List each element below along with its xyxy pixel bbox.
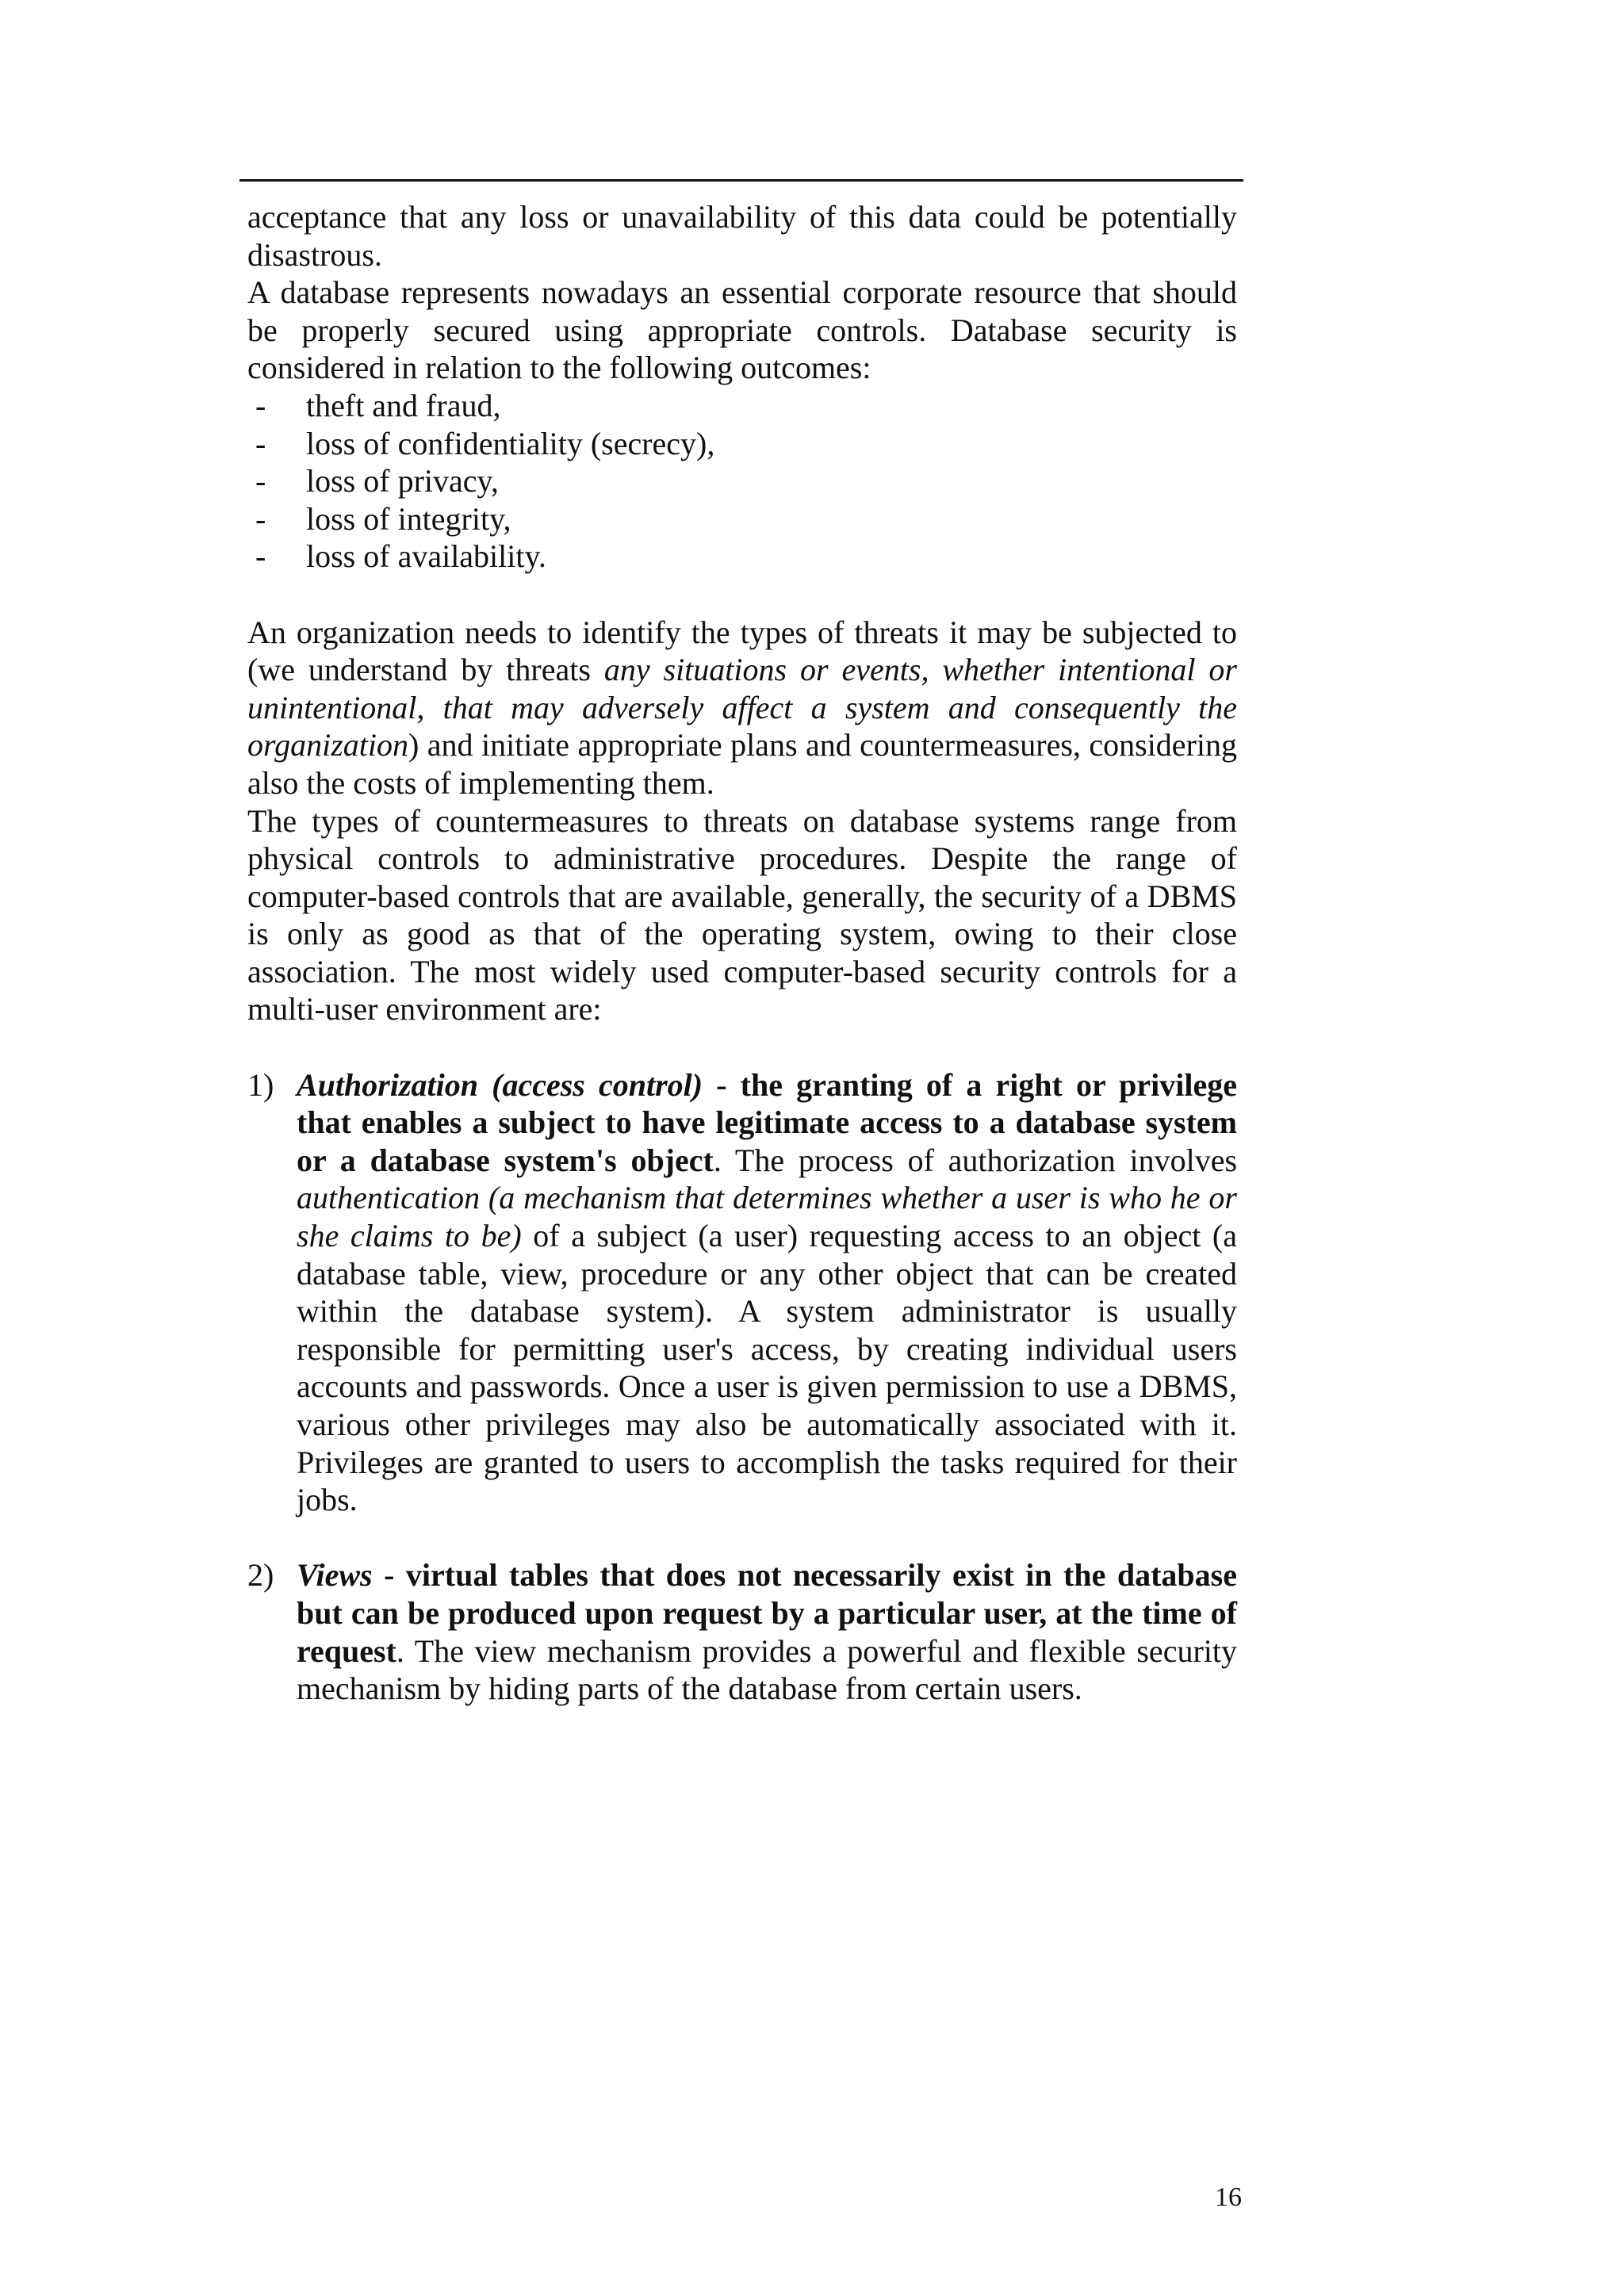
dash-bullet: -: [255, 538, 266, 575]
list-item: - loss of confidentiality (secrecy),: [255, 425, 715, 461]
dash-bullet: -: [255, 387, 266, 423]
threats-definition: any situations or events, whether intentional or unintentional, that may adversely affect a system and consequently the organization: [247, 652, 1237, 763]
item-number: 2): [247, 1557, 274, 1594]
security-controls-list: [247, 1066, 1237, 1519]
item-number: 1): [247, 1066, 274, 1103]
authentication-definition: authentication (a mechanism that determines whether a user is who he or she claims to be): [297, 1180, 1237, 1254]
paragraph-gap: [247, 1028, 1237, 1066]
list-item-views: 2) Views - virtual tables that does not necessarily exist in the database but can be produced upon request by a particular user, at the time of request. The view mechanism provides a powerful and flexible security mechanism by hiding parts of the database from certain users.: [247, 1557, 1237, 1707]
term-authorization: Authorization (access control): [297, 1066, 703, 1103]
threats-paragraph: An organization needs to identify the types of threats it may be subjected to (we understand by threats any situations or events, whether intentional or unintentional, that may adversely affect a system and consequently the organization) and initiate appropriate plans and countermeasures, considering also the costs of implementing them.: [247, 614, 1237, 801]
definition-views: - virtual tables that does not necessarily exist in the database but can be produced upon request by a particular user, at the time of request: [297, 1557, 1237, 1669]
list-item: - theft and fraud,: [255, 387, 501, 423]
list-item-authorization: 1) Authorization (access control) - the granting of a right or privilege that enables a subject to have legitimate access to a database system or a database system's object. The process of authorization involves authentication (a mechanism that determines whether a user is who he or she claims to be) of a subject (a user) requesting access to an object (a database table, view, procedure or any other object that can be created within the database system). A system administrator is usually responsible for permitting user's access, by creating individual users accounts and passwords. Once a user is given permission to use a DBMS, various other privileges may also be automatically associated with it. Privileges are granted to users to accomplish the tasks required for their jobs.: [247, 1066, 1238, 1518]
list-item: - loss of availability.: [255, 538, 546, 575]
page-number: 16: [1215, 2183, 1242, 2212]
intro-paragraph-continued: acceptance that any loss or unavailability of this data could be potentially disastrous.: [247, 199, 1237, 273]
definition-authorization: - the granting of a right or privilege that enables a subject to have legitimate access to a database system or a database system's object: [297, 1066, 1237, 1178]
dash-bullet: -: [255, 463, 266, 499]
security-controls-list-continued: [247, 1556, 1237, 1707]
list-item: - loss of integrity,: [255, 500, 511, 537]
header-rule: [239, 179, 1243, 182]
outcomes-list: [247, 387, 1237, 576]
intro-paragraph: A database represents nowadays an essential corporate resource that should be properly secured using appropriate controls. Database security is considered in relation to the following outcomes:: [247, 274, 1237, 386]
body-text: [247, 198, 1237, 1708]
paragraph-gap: [247, 1519, 1237, 1557]
dash-bullet: -: [255, 500, 266, 537]
countermeasures-paragraph: The types of countermeasures to threats on database systems range from physical controls to administrative procedures. Despite the range of computer-based controls that are available, generally, the security of a DBMS is only as good as that of the operating system, owing to their close association. The most widely used computer-based security controls for a multi-user environment are:: [247, 802, 1237, 1027]
term-views: Views: [297, 1557, 373, 1594]
list-item: - loss of privacy,: [255, 463, 499, 499]
dash-bullet: -: [255, 425, 266, 461]
paragraph-gap: [247, 576, 1237, 614]
